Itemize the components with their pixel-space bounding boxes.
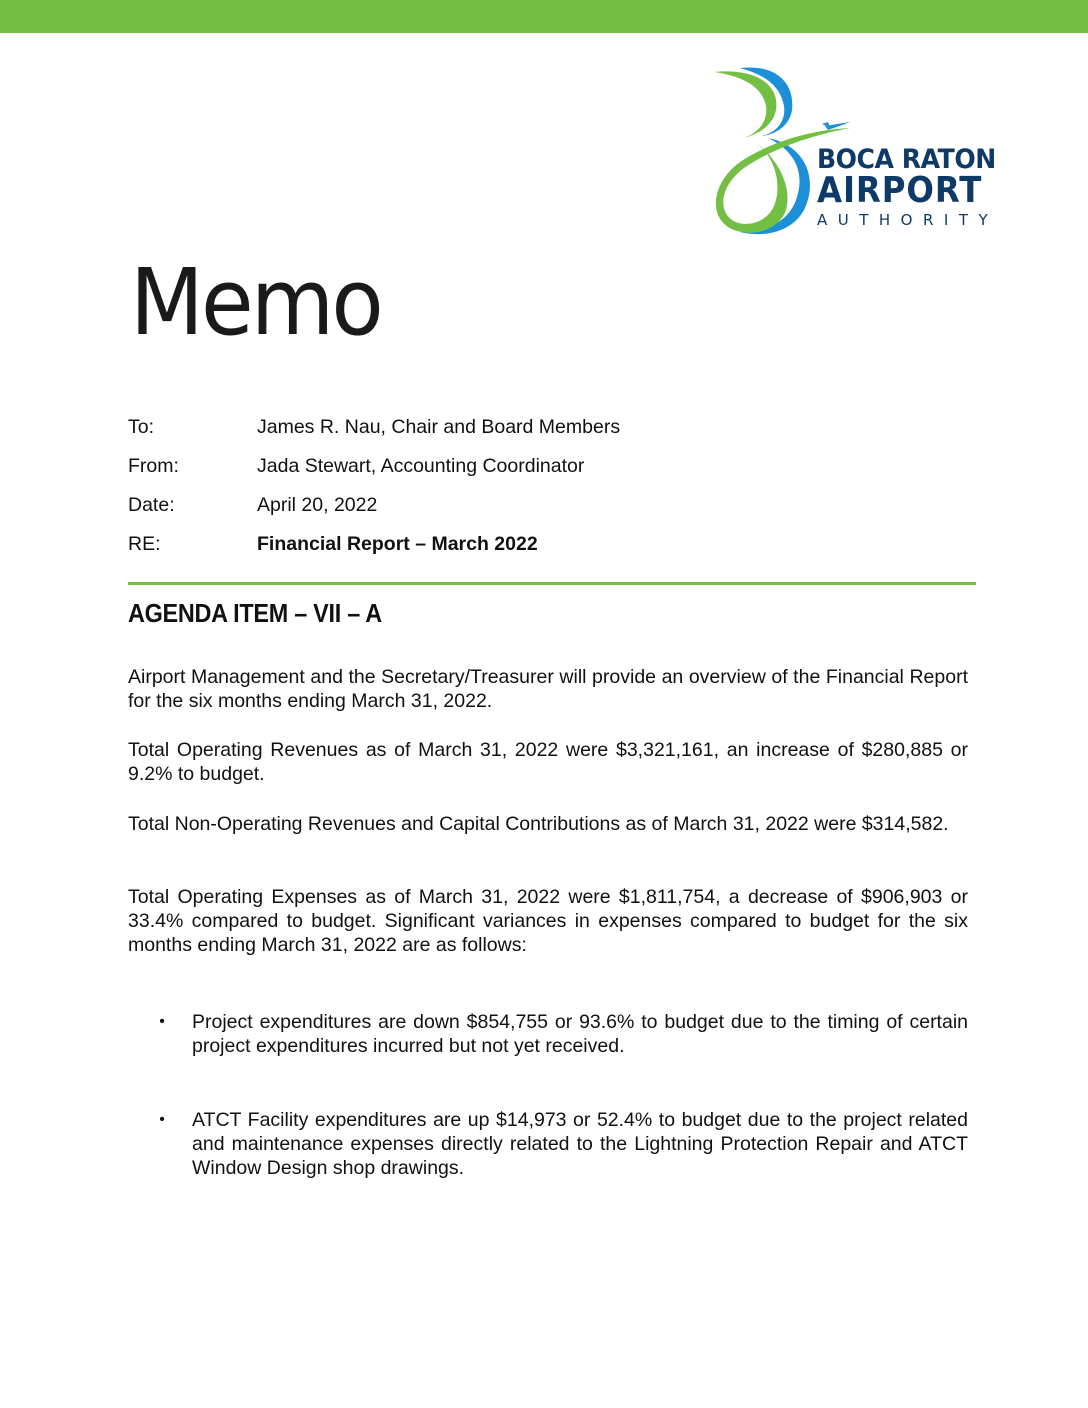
- re-value: Financial Report – March 2022: [257, 533, 538, 555]
- logo-line-airport: AIRPORT: [817, 170, 983, 211]
- bullet-text-project-expenditures: Project expenditures are down $854,755 or 93.6% to budget due to the timing of certain project expenditures incurred but not yet received.: [192, 1011, 968, 1057]
- list-item: [128, 1108, 968, 1180]
- paragraph-operating-expenses: Total Operating Expenses as of March 31, 2022 were $1,811,754, a decrease of $906,903 or 33.4% compared to budget. Significant variances in expenses compared to budget for the six months ending March 31, 2022 are as follows:: [128, 886, 968, 956]
- logo-line-boca-raton: BOCA RATON: [817, 144, 996, 175]
- paragraph-non-operating-revenues: Total Non-Operating Revenues and Capital Contributions as of March 31, 2022 were $314,582.: [128, 813, 949, 835]
- re-row: [128, 532, 620, 571]
- date-value: April 20, 2022: [257, 494, 378, 516]
- memo-header-fields: [128, 415, 620, 571]
- bullet-icon: •: [159, 1013, 165, 1030]
- boca-raton-airport-authority-logo: [700, 62, 1020, 242]
- list-item: [128, 1010, 968, 1058]
- top-green-bar: [0, 0, 1088, 33]
- from-row: [128, 454, 620, 493]
- to-row: [128, 415, 620, 454]
- re-label: RE:: [128, 533, 161, 555]
- logo-wordmark: [817, 146, 1009, 230]
- page-title: Memo: [130, 249, 381, 356]
- date-row: [128, 493, 620, 532]
- to-value: James R. Nau, Chair and Board Members: [257, 416, 621, 438]
- logo-line-authority: AUTHORITY: [817, 211, 999, 229]
- date-label: Date:: [128, 494, 175, 516]
- bullet-icon: •: [159, 1111, 165, 1128]
- bullet-text-atct-facility: ATCT Facility expenditures are up $14,973 or 52.4% to budget due to the project related and maintenance expenses directly related to the Lightning Protection Repair and ATCT Window Design shop drawings.: [192, 1109, 968, 1179]
- agenda-item-heading: AGENDA ITEM – VII – A: [128, 598, 382, 628]
- to-label: To:: [128, 416, 155, 438]
- from-value: Jada Stewart, Accounting Coordinator: [257, 455, 585, 477]
- paragraph-overview: Airport Management and the Secretary/Treasurer will provide an overview of the Financial Report for the six months ending March 31, 2022.: [128, 666, 968, 712]
- green-divider: [128, 582, 976, 585]
- paragraph-operating-revenues: Total Operating Revenues as of March 31, 2022 were $3,321,161, an increase of $280,885 or 9.2% to budget.: [128, 739, 968, 785]
- from-label: From:: [128, 455, 179, 477]
